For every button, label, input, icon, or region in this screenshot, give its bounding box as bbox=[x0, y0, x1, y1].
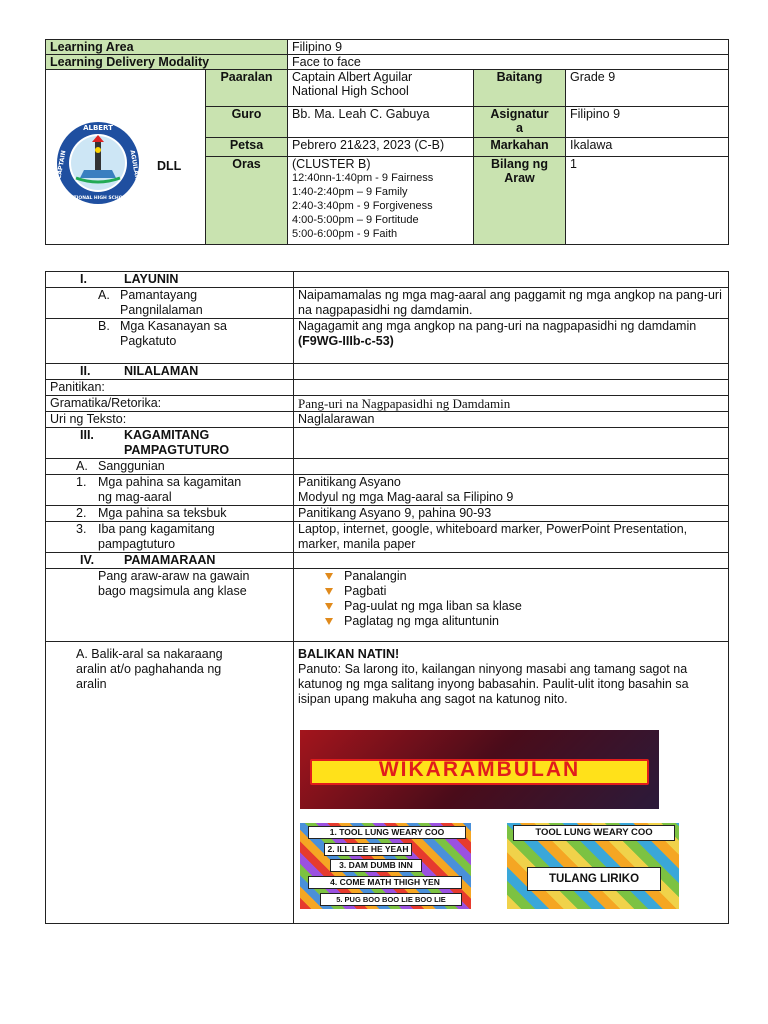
svg-text:CAPTAIN: CAPTAIN bbox=[55, 149, 68, 180]
kasanayan-label: B. Mga Kasanayan sa Pagkatuto bbox=[46, 319, 294, 364]
ref1-label: 1. Mga pahina sa kagamitan ng mag-aaral bbox=[46, 475, 294, 506]
asignatura-value: Filipino 9 bbox=[566, 107, 729, 138]
section-nilalaman: II. NILALAMAN bbox=[46, 364, 294, 380]
gramatika-value: Pang-uri na Nagpapasidhi ng Damdamin bbox=[294, 396, 729, 412]
bilang-label: Bilang ng Araw bbox=[474, 157, 566, 245]
learning-area-value: Filipino 9 bbox=[288, 40, 729, 55]
uri-label: Uri ng Teksto: bbox=[46, 412, 294, 428]
kasanayan-value: Nagagamit ang mga angkop na pang-uri na nagpapasidhi ng damdamin (F9WG-IIIb-c-53) bbox=[294, 319, 729, 364]
markahan-label: Markahan bbox=[474, 138, 566, 157]
wikarambulan-banner bbox=[300, 730, 659, 809]
list-item: Pagbati bbox=[344, 584, 724, 599]
petsa-label: Petsa bbox=[206, 138, 288, 157]
baitang-value: Grade 9 bbox=[566, 70, 729, 107]
guro-label: Guro bbox=[206, 107, 288, 138]
puzzle-item: 3. DAM DUMB INN bbox=[330, 859, 422, 872]
section-layunin: I. LAYUNIN bbox=[46, 272, 294, 288]
petsa-value: Pebrero 21&23, 2023 (C-B) bbox=[288, 138, 474, 157]
svg-text:NATIONAL HIGH SCHOOL: NATIONAL HIGH SCHOOL bbox=[66, 196, 130, 201]
ref1-value: Panitikang Asyano Modyul ng mga Mag-aaral sa Filipino 9 bbox=[294, 475, 729, 506]
puzzle-item: 4. COME MATH THIGH YEN bbox=[308, 876, 462, 889]
ref2-value: Panitikang Asyano 9, pahina 90-93 bbox=[294, 506, 729, 522]
daily-routine-label: Pang araw-araw na gawain bago magsimula ang klase bbox=[46, 569, 294, 642]
answer-text: TULANG LIRIKO bbox=[527, 867, 661, 891]
section-pamamaraan: IV. PAMAMARAAN bbox=[46, 553, 294, 569]
school-logo bbox=[52, 120, 152, 206]
ref3-label: 3. Iba pang kagamitang pampagtuturo bbox=[46, 522, 294, 553]
dll-label: DLL bbox=[157, 159, 182, 173]
asignatura-label: Asignatur a bbox=[474, 107, 566, 138]
puzzle-card bbox=[300, 823, 471, 909]
guro-value: Bb. Ma. Leah C. Gabuya bbox=[288, 107, 474, 138]
learning-area-label: Learning Area bbox=[46, 40, 288, 55]
balik-aral-label: A. Balik-aral sa nakaraang aralin at/o paghahanda ng aralin bbox=[46, 642, 294, 924]
svg-text:ALBERT: ALBERT bbox=[83, 124, 113, 132]
svg-text:AGUILAR: AGUILAR bbox=[128, 149, 141, 181]
banner-title: WIKARAMBULAN bbox=[378, 758, 581, 781]
bilang-value: 1 bbox=[566, 157, 729, 245]
uri-value: Naglalarawan bbox=[294, 412, 729, 428]
ref2-label: 2. Mga pahina sa teksbuk bbox=[46, 506, 294, 522]
lesson-plan-table bbox=[45, 271, 729, 924]
baitang-label: Baitang bbox=[474, 70, 566, 107]
modality-label: Learning Delivery Modality bbox=[46, 55, 288, 70]
list-item: Pag-uulat ng mga liban sa klase bbox=[344, 599, 724, 614]
list-item: Panalangin bbox=[344, 569, 724, 584]
school-logo-cell bbox=[46, 70, 206, 245]
pamantayang-value: Naipamamalas ng mga mag-aaral ang paggamit ng mga angkop na pang-uri na nagpapasidhi ng damdamin. bbox=[294, 288, 729, 319]
gramatika-label: Gramatika/Retorika: bbox=[46, 396, 294, 412]
oras-label: Oras bbox=[206, 157, 288, 245]
puzzle-item: 5. PUG BOO BOO LIE BOO LIE bbox=[320, 893, 462, 906]
list-item: Paglatag ng mga alituntunin bbox=[344, 614, 724, 629]
oras-value: (CLUSTER B) 12:40nn-1:40pm - 9 Fairness 1:40-2:40pm – 9 Family 2:40-3:40pm - 9 Forgiveness 4:00-5:00pm – 9 Fortitude 5:00-6:00pm - 9 Faith bbox=[288, 157, 474, 245]
markahan-value: Ikalawa bbox=[566, 138, 729, 157]
dll-header-table bbox=[45, 39, 729, 245]
modality-value: Face to face bbox=[288, 55, 729, 70]
daily-routine-list bbox=[294, 569, 729, 642]
pamantayang-label: A. Pamantayang Pangnilalaman bbox=[46, 288, 294, 319]
panitikan-label: Panitikan: bbox=[46, 380, 294, 396]
ref3-value: Laptop, internet, google, whiteboard marker, PowerPoint Presentation, marker, manila paper bbox=[294, 522, 729, 553]
answer-card bbox=[507, 823, 679, 909]
paaralan-value: Captain Albert Aguilar National High School bbox=[288, 70, 474, 107]
section-kagamitang: III. KAGAMITANG PAMPAGTUTURO bbox=[46, 428, 294, 459]
puzzle-item: 1. TOOL LUNG WEARY COO bbox=[308, 826, 466, 839]
paaralan-label: Paaralan bbox=[206, 70, 288, 107]
puzzle-item: 2. ILL LEE HE YEAH bbox=[324, 843, 412, 856]
balik-aral-content bbox=[294, 642, 729, 924]
panuto-text: Panuto: Sa larong ito, kailangan ninyong masabi ang tamang sagot na katunog ng mga salitang inyong babasahin. Paulit-ulit itong basahin sa isipan upang makuha ang sagot na katunog nito. bbox=[298, 662, 689, 706]
answer-clue: TOOL LUNG WEARY COO bbox=[513, 825, 675, 841]
balikan-title: BALIKAN NATIN! bbox=[298, 647, 400, 661]
sanggunian-label: A. Sanggunian bbox=[46, 459, 294, 475]
